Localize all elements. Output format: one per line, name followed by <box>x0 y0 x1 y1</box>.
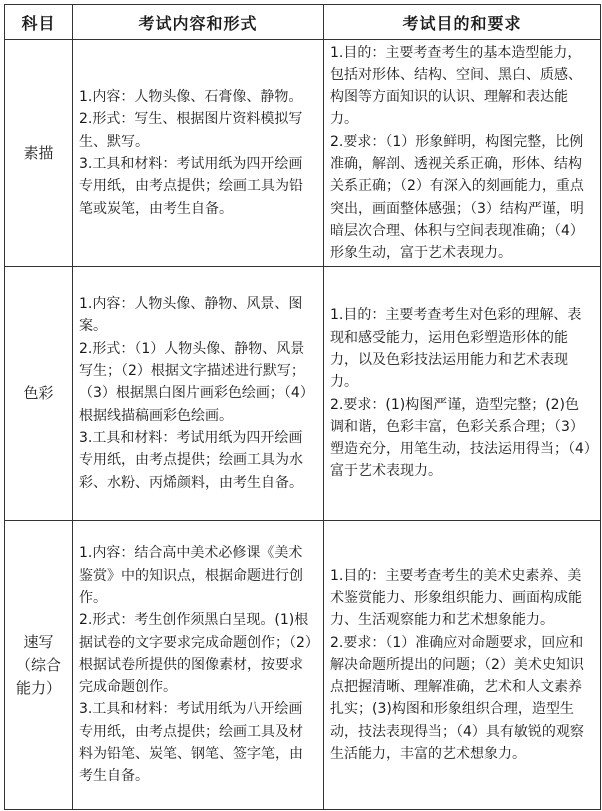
content-cell <box>73 521 324 810</box>
header-row <box>5 5 601 40</box>
content-cell <box>73 267 324 521</box>
requirement-item: 2.要求：（1）形象鲜明，构图完整，比例准确，解剖、透视关系正确，形体、结构关系正确；（2）有深入的刻画能力，重点突出，画面整体感强；（3）结构严谨，明暗层次合理、体积与空间表现准确；（4）形象生动，富于艺术表现力。 <box>330 133 584 262</box>
exam-requirements-table <box>4 4 601 810</box>
subject-name: 色彩 <box>23 384 54 402</box>
header-subject: 科目 <box>5 5 73 40</box>
requirement-item: 1.目的：主要考查考生对色彩的理解、表现和感受能力，运用色彩塑造形体的能力，以及色彩技法运用能力和艺术表现力。 <box>330 307 582 391</box>
subject-name: 素描 <box>23 143 54 162</box>
content-item: 3.工具和材料：考试用纸为四开绘画专用纸，由考点提供；绘画工具为水彩、水粉、丙烯颜料，由考生自备。 <box>79 429 303 491</box>
requirement-item: 1.目的：主要考查考生的基本造型能力，包括对形体、结构、空间、黑白、质感、构图等方面知识的认识、理解和表达能力。 <box>330 44 582 128</box>
header-requirements: 考试目的和要求 <box>324 5 601 40</box>
subject-cell <box>5 267 73 521</box>
table-row <box>5 267 601 521</box>
subject-cell <box>5 521 73 810</box>
requirements-cell <box>324 267 601 521</box>
requirement-item: 1.目的：主要考查考生的美术史素养、美术鉴赏能力、形象组织能力、画面构成能力、生活观察能力和艺术想象能力。 <box>330 567 582 629</box>
subject-name: 速写 <box>23 632 54 651</box>
header-content: 考试内容和形式 <box>73 5 324 40</box>
requirement-item: 2.要求：(1)构图严谨，造型完整；(2)色调和谐，色彩丰富，色彩关系合理；（3）塑造充分，用笔生动，技法运用得当；（4）富于艺术表现力。 <box>330 396 591 480</box>
table-row <box>5 40 601 267</box>
content-item: 3.工具和材料：考试用纸为四开绘画专用纸，由考点提供；绘画工具为铅笔或炭笔，由考生自备。 <box>79 156 303 217</box>
content-item: 1.内容：人物头像、石膏像、静物。 <box>79 89 303 106</box>
requirement-item: 2.要求：（1）准确应对命题要求，回应和解决命题所提出的问题；（2）美术史知识点把握清晰、理解准确，艺术和人文素养扎实；(3)构图和形象组织合理，造型生动，技法表现得当；（4）具有敏锐的观察生活能力，丰富的艺术想象力。 <box>330 634 584 763</box>
content-item: 1.内容：结合高中美术必修课《美术鉴赏》中的知识点，根据命题进行创作。 <box>79 545 303 606</box>
subject-note: 能力） <box>15 678 61 697</box>
content-item: 1.内容：人物头像、静物、风景、图案。 <box>79 296 303 335</box>
content-item: 2.形式：（1）人物头像、静物、风景写生；（2）根据文字描述进行默写；（3）根据黑白图片画彩色绘画；（4）根据线描稿画彩色绘画。 <box>79 340 314 424</box>
subject-note: （综合 <box>15 655 61 674</box>
subject-cell <box>5 40 73 267</box>
requirements-cell <box>324 40 601 267</box>
requirements-cell <box>324 521 601 810</box>
content-item: 3.工具和材料：考试用纸为八开绘画专用纸，由考点提供；绘画工具及材料为铅笔、炭笔、钢笔、签字笔，由考生自备。 <box>79 701 303 785</box>
content-cell <box>73 40 324 267</box>
table-row <box>5 521 601 810</box>
content-item: 2.形式：写生、根据图片资料模拟写生、默写。 <box>79 111 303 150</box>
content-item: 2.形式：考生创作须黑白呈现。(1)根据试卷的文字要求完成命题创作；（2）根据试卷所提供的图像素材，按要求完成命题创作。 <box>79 612 312 696</box>
